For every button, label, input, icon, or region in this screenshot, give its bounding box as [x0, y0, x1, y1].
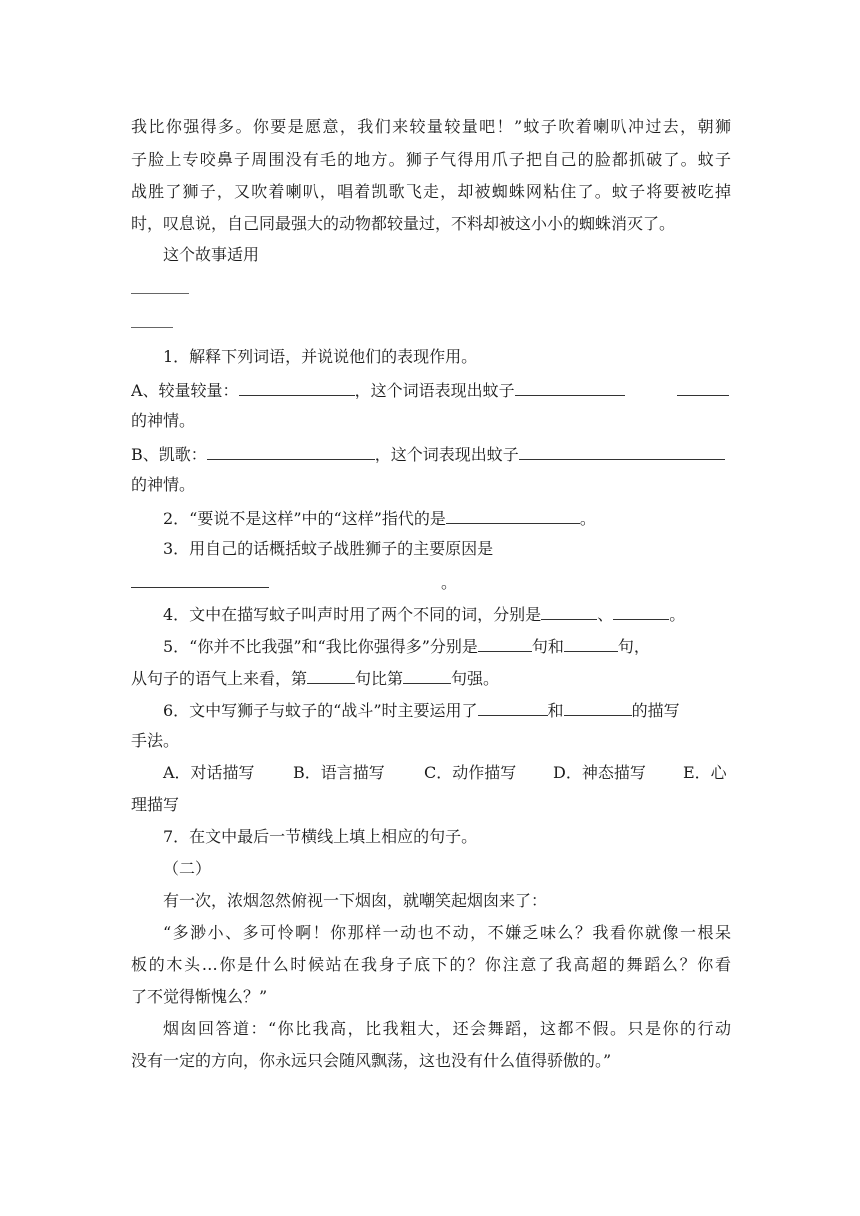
q5-blank-1	[478, 635, 532, 652]
question-2	[163, 507, 731, 527]
q1a-mid-text: ，这个词语表现出蚊子	[354, 381, 515, 399]
answer-blank-line-1	[131, 293, 189, 294]
question-6-line-3: 理描写	[131, 795, 180, 814]
q4-blank-1	[541, 603, 597, 620]
question-1a	[131, 379, 731, 399]
question-5	[163, 635, 731, 655]
question-3: 3．用自己的话概括蚊子战胜狮子的主要原因是	[163, 539, 494, 558]
q5-blank-4	[403, 667, 451, 684]
q2-text: 2．“要说不是这样”中的“这样”指代的是	[163, 509, 446, 527]
section-2-paragraph-2-line-1: “多渺小、多可怜啊！你那样一动也不动，不嫌乏味么？我看你就像一根呆	[163, 923, 731, 942]
question-7: 7．在文中最后一节横线上填上相应的句子。	[163, 827, 478, 846]
question-3-answer	[131, 571, 731, 591]
q3-end: 。	[441, 573, 458, 591]
q4-sep: 、	[597, 605, 614, 623]
q1a-blank-meaning	[239, 379, 355, 396]
q5-blank-2	[564, 635, 618, 652]
question-1: 1．解释下列词语，并说说他们的表现作用。	[163, 347, 478, 366]
q3-blank	[131, 571, 269, 588]
q6-text: 6．文中写狮子与蚊子的“战斗”时主要运用了	[163, 701, 478, 719]
question-6-line-2: 手法。	[131, 731, 180, 750]
story-moral-prompt: 这个故事适用	[163, 245, 260, 264]
q1a-label: A、较量较量：	[131, 381, 239, 399]
q5-mid2: 句，	[617, 637, 650, 655]
question-4	[163, 603, 731, 623]
q1b-mid-text: ，这个词表现出蚊子	[374, 445, 519, 463]
q4-end: 。	[669, 605, 686, 623]
q1b-blank-meaning	[207, 443, 375, 460]
answer-blank-line-2	[131, 327, 173, 328]
q2-end: 。	[579, 509, 596, 527]
q1a-blank-expression-2	[677, 379, 729, 396]
section-2-paragraph-2-line-2: 板的木头…你是什么时候站在我身子底下的？你注意了我高超的舞蹈么？你看	[131, 955, 731, 974]
q4-blank-2	[613, 603, 669, 620]
q6-option-c: C．动作描写	[424, 763, 517, 782]
section-2-paragraph-1: 有一次，浓烟忽然俯视一下烟囱，就嘲笑起烟囱来了：	[163, 891, 548, 910]
q5-text: 5．“你并不比我强”和“我比你强得多”分别是	[163, 637, 478, 655]
question-1a-end: 的神情。	[131, 411, 196, 430]
section-2-paragraph-2-line-3: 了不觉得惭愧么？”	[131, 987, 268, 1006]
story-line-1: 我比你强得多。你要是愿意，我们来较量较量吧！”蚊子吹着喇叭冲过去，朝狮	[131, 117, 731, 136]
question-1b	[131, 443, 731, 463]
section-2-paragraph-3-line-1: 烟囱回答道：“你比我高，比我粗大，还会舞蹈，这都不假。只是你的行动	[163, 1019, 731, 1038]
q2-blank	[446, 507, 580, 524]
q5-blank-3	[307, 667, 355, 684]
question-5-line-2	[131, 667, 731, 687]
q6-option-a: A．对话描写	[163, 763, 255, 782]
q4-text: 4．文中在描写蚊子叫声时用了两个不同的词，分别是	[163, 605, 542, 623]
q6-option-b: B．语言描写	[293, 763, 385, 782]
question-1b-end: 的神情。	[131, 475, 196, 494]
q6-blank-1	[478, 699, 548, 716]
story-line-4: 时，叹息说，自己同最强大的动物都较量过，不料却被这小小的蜘蛛消灭了。	[131, 214, 676, 233]
q6-blank-2	[564, 699, 632, 716]
q5-l2-end: 句强。	[451, 669, 500, 687]
q5-l2-text: 从句子的语气上来看，第	[131, 669, 308, 687]
section-2-paragraph-3-line-2: 没有一定的方向，你永远只会随风飘荡，这也没有什么值得骄傲的。”	[131, 1051, 612, 1070]
q5-l2-mid: 句比第	[355, 669, 404, 687]
question-6	[163, 699, 731, 719]
q6-mid: 和	[547, 701, 564, 719]
q1b-blank-expression	[519, 443, 725, 460]
story-line-3: 战胜了狮子，又吹着喇叭，唱着凯歌飞走，却被蜘蛛网粘住了。蚊子将要被吃掉	[131, 182, 731, 201]
q6-option-d: D．神态描写	[553, 763, 646, 782]
q6-option-e: E．心	[683, 763, 727, 782]
q1b-label: B、凯歌：	[131, 445, 207, 463]
q1a-blank-expression	[515, 379, 625, 396]
section-2-heading: （二）	[163, 859, 212, 878]
q5-mid1: 句和	[531, 637, 564, 655]
q6-end: 的描写	[631, 701, 680, 719]
story-line-2: 子脸上专咬鼻子周围没有毛的地方。狮子气得用爪子把自己的脸都抓破了。蚊子	[131, 150, 731, 169]
